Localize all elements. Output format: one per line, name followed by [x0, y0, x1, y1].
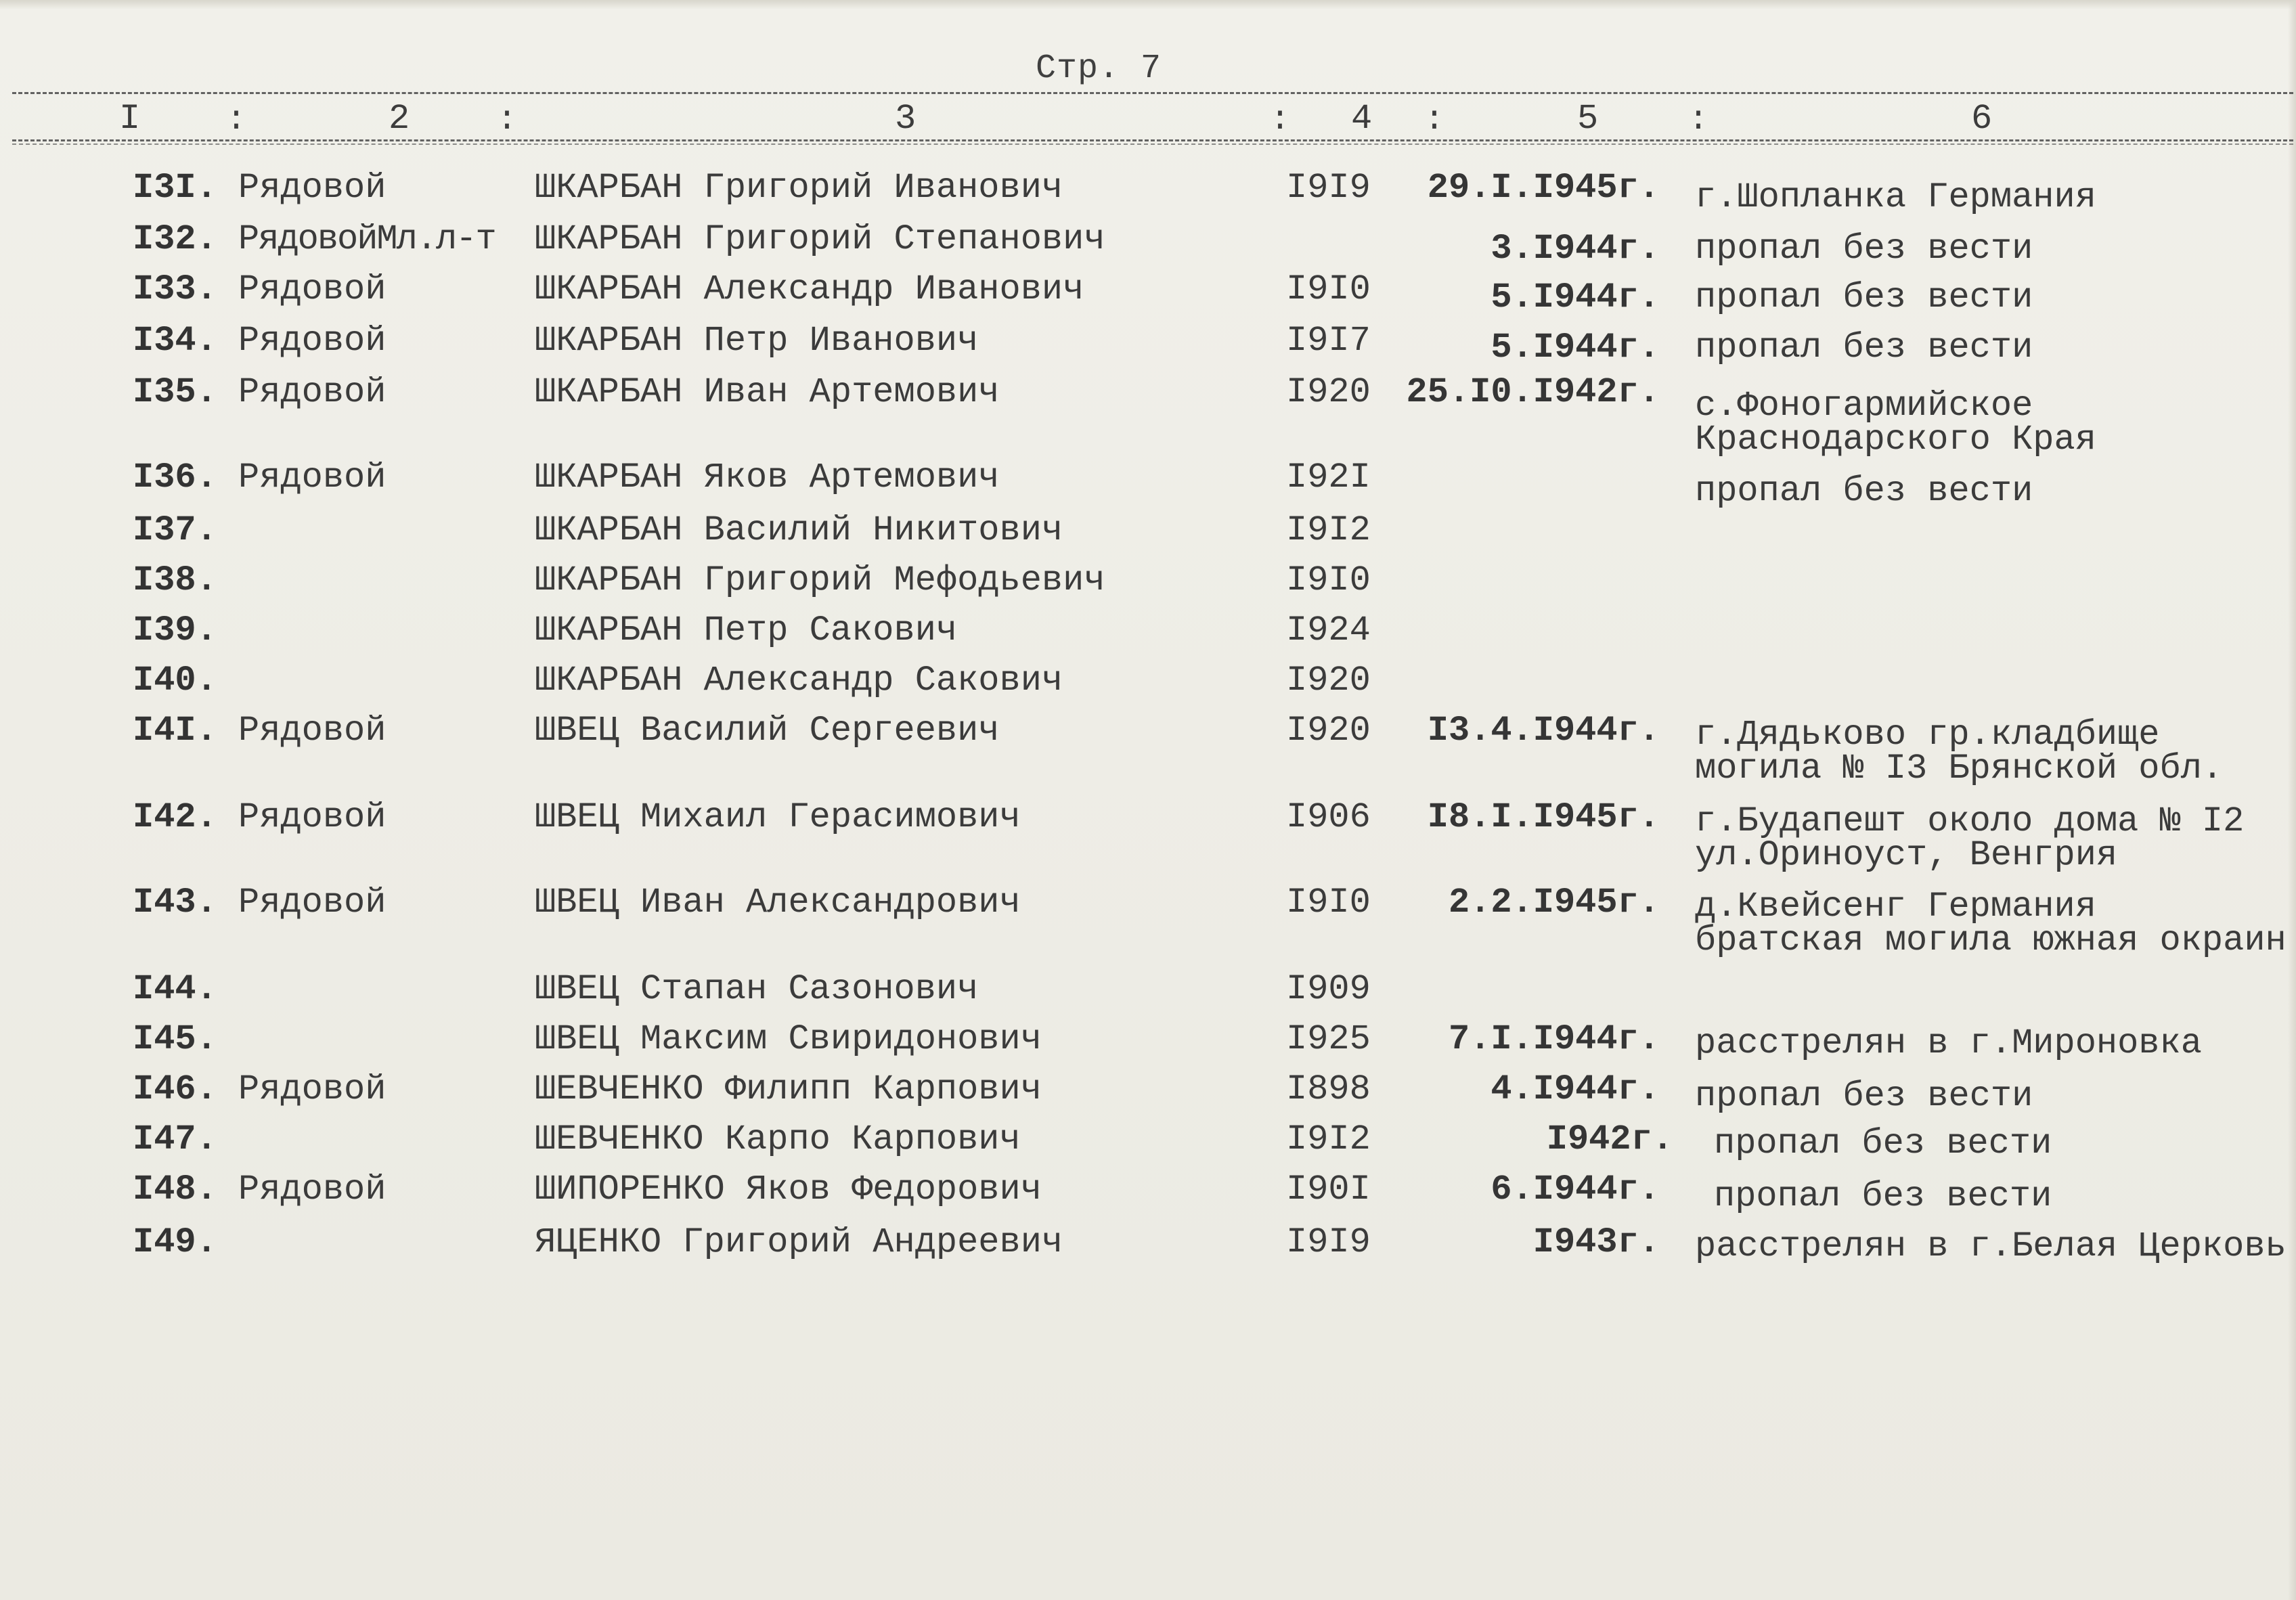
- place-note: пропал без вести: [1695, 471, 2033, 511]
- full-name: ШКАРБАН Григорий Иванович: [535, 168, 1063, 208]
- birth-year: I9I2: [1286, 1119, 1371, 1159]
- place-note: г.Шопланка Германия: [1695, 177, 2096, 217]
- row-number: I47.: [133, 1119, 217, 1159]
- column-separator: :: [1424, 101, 1445, 139]
- place-note: расстрелян в г.Белая Церковь: [1695, 1226, 2287, 1266]
- birth-year: I924: [1286, 610, 1371, 650]
- full-name: ШКАРБАН Иван Артемович: [535, 372, 1000, 412]
- column-header-5: 5: [1577, 99, 1599, 139]
- birth-year: I920: [1286, 372, 1371, 412]
- birth-year: I920: [1286, 711, 1371, 751]
- header-rule-bottom: [12, 139, 2293, 141]
- rank: Рядовой: [238, 883, 387, 923]
- rank: Рядовой: [238, 711, 387, 751]
- death-date: I943г.: [1532, 1222, 1660, 1262]
- place-note-line-2: братская могила южная окраин: [1695, 920, 2287, 960]
- full-name: ШИПОРЕНКО Яков Федорович: [535, 1170, 1042, 1209]
- place-note: пропал без вести: [1714, 1176, 2052, 1216]
- full-name: ЯЦЕНКО Григорий Андреевич: [535, 1222, 1063, 1262]
- table-row: [0, 1121, 2296, 1161]
- rank: Рядовой: [238, 458, 387, 497]
- death-date: 5.I944г.: [1491, 277, 1660, 317]
- full-name: ШЕВЧЕНКО Карпо Карпович: [535, 1119, 1021, 1159]
- table-row: [0, 458, 2296, 511]
- table-row: [0, 219, 2296, 269]
- death-date: I942г.: [1546, 1119, 1673, 1159]
- row-number: I35.: [133, 372, 217, 412]
- row-number: I49.: [133, 1222, 217, 1262]
- row-number: I3I.: [133, 168, 217, 208]
- rank: РядовойМл.л-т: [238, 219, 495, 259]
- birth-year: I9I0: [1286, 560, 1371, 600]
- row-number: I39.: [133, 610, 217, 650]
- header-rule-top: [12, 92, 2293, 94]
- row-number: I40.: [133, 661, 217, 701]
- row-number: I34.: [133, 321, 217, 361]
- birth-year: I92I: [1286, 458, 1371, 497]
- birth-year: I898: [1286, 1069, 1371, 1109]
- death-date: 25.I0.I942г.: [1406, 372, 1660, 412]
- birth-year: I9I7: [1286, 321, 1371, 361]
- column-header-6: 6: [1971, 99, 1993, 139]
- row-number: I37.: [133, 510, 217, 550]
- table-row: [0, 321, 2296, 368]
- birth-year: I9I0: [1286, 883, 1371, 923]
- rank: Рядовой: [238, 269, 387, 309]
- place-note: г.Дядьково гр.кладбище: [1695, 715, 2160, 755]
- birth-year: I9I9: [1286, 1222, 1371, 1262]
- table-row: [0, 612, 2296, 652]
- place-note: пропал без вести: [1695, 328, 2033, 368]
- row-number: I43.: [133, 883, 217, 923]
- header-rule-bottom-double: [12, 143, 2293, 145]
- rank: Рядовой: [238, 797, 387, 837]
- birth-year: I906: [1286, 797, 1371, 837]
- column-separator: :: [1270, 101, 1291, 139]
- birth-year: I9I9: [1286, 168, 1371, 208]
- place-note-line-2: Краснодарского Края: [1695, 420, 2096, 460]
- death-date: 4.I944г.: [1491, 1069, 1660, 1109]
- column-header-4: 4: [1351, 99, 1373, 139]
- rank: Рядовой: [238, 168, 387, 208]
- birth-year: I9I2: [1286, 510, 1371, 550]
- row-number: I46.: [133, 1069, 217, 1109]
- table-row: [0, 797, 2296, 875]
- birth-year: I920: [1286, 661, 1371, 701]
- place-note: д.Квейсенг Германия: [1695, 887, 2096, 927]
- death-date: I3.4.I944г.: [1427, 711, 1660, 751]
- row-number: I36.: [133, 458, 217, 497]
- death-date: 2.2.I945г.: [1448, 883, 1660, 923]
- table-row: [0, 1224, 2296, 1264]
- rank: Рядовой: [238, 1069, 387, 1109]
- row-number: I4I.: [133, 711, 217, 751]
- full-name: ШКАРБАН Василий Никитович: [535, 510, 1063, 550]
- table-row: [0, 372, 2296, 460]
- full-name: ШВЕЦ Максим Свиридонович: [535, 1019, 1042, 1059]
- place-note-line-2: ул.Ориноуст, Венгрия: [1695, 835, 2118, 875]
- place-note: расстрелян в г.Мироновка: [1695, 1023, 2202, 1063]
- place-note: г.Будапешт около дома № I2: [1695, 801, 2245, 841]
- full-name: ШКАРБАН Григорий Степанович: [535, 219, 1105, 259]
- table-row: [0, 711, 2296, 788]
- death-date: 7.I.I944г.: [1448, 1019, 1660, 1059]
- column-separator: :: [226, 101, 247, 139]
- row-number: I42.: [133, 797, 217, 837]
- full-name: ШКАРБАН Петр Иванович: [535, 321, 979, 361]
- death-date: 29.I.I945г.: [1427, 168, 1660, 208]
- birth-year: I909: [1286, 969, 1371, 1009]
- page-number-label: Стр. 7: [1036, 49, 1162, 88]
- rank: Рядовой: [238, 372, 387, 412]
- place-note: пропал без вести: [1695, 229, 2033, 269]
- full-name: ШВЕЦ Михаил Герасимович: [535, 797, 1021, 837]
- row-number: I45.: [133, 1019, 217, 1059]
- column-header-3: 3: [895, 99, 917, 139]
- row-number: I32.: [133, 219, 217, 259]
- full-name: ШКАРБАН Александр Иванович: [535, 269, 1084, 309]
- death-date: 5.I944г.: [1491, 328, 1660, 368]
- table-row: [0, 1021, 2296, 1061]
- table-row: [0, 971, 2296, 1011]
- rank: Рядовой: [238, 321, 387, 361]
- place-note: пропал без вести: [1714, 1124, 2052, 1163]
- full-name: ШВЕЦ Стапан Сазонович: [535, 969, 979, 1009]
- table-row: [0, 562, 2296, 602]
- full-name: ШВЕЦ Василий Сергеевич: [535, 711, 1000, 751]
- full-name: ШКАРБАН Григорий Мефодьевич: [535, 560, 1105, 600]
- birth-year: I925: [1286, 1019, 1371, 1059]
- place-note-line-2: могила № I3 Брянской обл.: [1695, 749, 2224, 788]
- table-row: [0, 269, 2296, 317]
- full-name: ШКАРБАН Яков Артемович: [535, 458, 1000, 497]
- place-note: пропал без вести: [1695, 1076, 2033, 1116]
- column-separator: :: [1688, 101, 1709, 139]
- full-name: ШКАРБАН Петр Сакович: [535, 610, 958, 650]
- place-note: пропал без вести: [1695, 277, 2033, 317]
- full-name: ШКАРБАН Александр Сакович: [535, 661, 1063, 701]
- table-row: [0, 168, 2296, 217]
- table-row: [0, 1170, 2296, 1216]
- column-header-2: 2: [389, 99, 410, 139]
- paper-edge-top: [0, 0, 2296, 9]
- column-separator: :: [497, 101, 518, 139]
- table-row: [0, 662, 2296, 703]
- full-name: ШВЕЦ Иван Александрович: [535, 883, 1021, 923]
- full-name: ШЕВЧЕНКО Филипп Карпович: [535, 1069, 1042, 1109]
- column-header-1: I: [119, 99, 141, 139]
- death-date: 3.I944г.: [1491, 229, 1660, 269]
- birth-year: I9I0: [1286, 269, 1371, 309]
- row-number: I38.: [133, 560, 217, 600]
- place-note: с.Фоногармийское: [1695, 386, 2033, 426]
- rank: Рядовой: [238, 1170, 387, 1209]
- birth-year: I90I: [1286, 1170, 1371, 1209]
- row-number: I48.: [133, 1170, 217, 1209]
- death-date: 6.I944г.: [1491, 1170, 1660, 1209]
- death-date: I8.I.I945г.: [1427, 797, 1660, 837]
- table-row: [0, 1069, 2296, 1116]
- row-number: I33.: [133, 269, 217, 309]
- row-number: I44.: [133, 969, 217, 1009]
- table-row: [0, 883, 2296, 960]
- table-row: [0, 512, 2296, 552]
